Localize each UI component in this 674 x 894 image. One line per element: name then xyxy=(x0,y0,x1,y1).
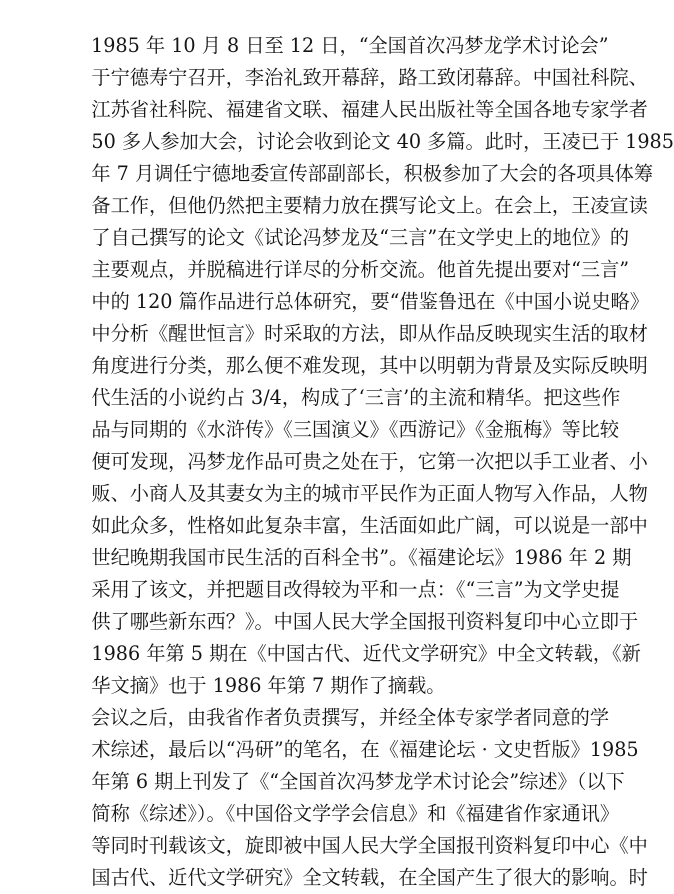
paragraph-1 xyxy=(53,30,674,702)
document-page xyxy=(53,30,674,894)
text-line: 了自己撰写的论文《试论冯梦龙及“三言”在文学史上的地位》的 xyxy=(91,226,630,249)
text-line: 如此众多，性格如此复杂丰富，生活面如此广阔，可以说是一部中 xyxy=(91,514,648,537)
text-line: 代生活的小说约占 3/4，构成了‘三言’的主流和精华。把这些作 xyxy=(91,386,621,409)
text-line: 中分析《醒世恒言》时采取的方法，即从作品反映现实生活的取材 xyxy=(91,322,648,345)
paragraph-2 xyxy=(53,702,648,894)
text-line: 角度进行分类，那么便不难发现，其中以明朝为背景及实际反映明 xyxy=(91,354,648,377)
text-line: 华文摘》也于 1986 年第 7 期作了摘载。 xyxy=(91,674,446,697)
text-line: 采用了该文，并把题目改得较为平和一点：《“三言”为文学史提 xyxy=(91,578,620,601)
text-line: 50 多人参加大会，讨论会收到论文 40 多篇。此时，王凌已于 1985 xyxy=(91,130,674,153)
text-line: 术综述，最后以“冯研”的笔名，在《福建论坛 · 文史哲版》1985 xyxy=(91,738,639,761)
text-line: 主要观点，并脱稿进行详尽的分析交流。他首先提出要对“三言” xyxy=(91,258,630,281)
text-line: 中的 120 篇作品进行总体研究，要“借鉴鲁迅在《中国小说史略》 xyxy=(91,290,649,313)
text-line: 1985 年 10 月 8 日至 12 日，“全国首次冯梦龙学术讨论会” xyxy=(91,34,609,57)
text-line: 备工作，但他仍然把主要精力放在撰写论文上。在会上，王凌宣读 xyxy=(91,194,648,217)
text-line: 世纪晚期我国市民生活的百科全书”。《福建论坛》1986 年 2 期 xyxy=(91,546,632,569)
text-line: 品与同期的《水浒传》《三国演义》《西游记》《金瓶梅》等比较 xyxy=(91,418,620,441)
text-line: 年 7 月调任宁德地委宣传部副部长，积极参加了大会的各项具体筹 xyxy=(91,162,654,185)
text-line: 等同时刊载该文，旋即被中国人民大学全国报刊资料复印中心《中 xyxy=(91,834,648,857)
text-line: 贩、小商人及其妻女为主的城市平民作为正面人物写入作品，人物 xyxy=(91,482,648,505)
text-line: 供了哪些新东西？》。中国人民大学全国报刊资料复印中心立即于 xyxy=(91,610,639,633)
text-line: 会议之后，由我省作者负责撰写，并经全体专家学者同意的学 xyxy=(91,706,610,729)
text-line: 简称《综述》）。《中国俗文学学会信息》和《福建省作家通讯》 xyxy=(91,802,620,825)
text-line: 江苏省社科院、福建省文联、福建人民出版社等全国各地专家学者 xyxy=(91,98,648,121)
text-line: 便可发现，冯梦龙作品可贵之处在于，它第一次把以手工业者、小 xyxy=(91,450,648,473)
text-line: 1986 年第 5 期在《中国古代、近代文学研究》中全文转载，《新 xyxy=(91,642,641,665)
text-line: 年第 6 期上刊发了《“全国首次冯梦龙学术讨论会”综述》（以下 xyxy=(91,770,625,793)
text-line: 国古代、近代文学研究》全文转载，在全国产生了很大的影响。时 xyxy=(91,866,648,889)
text-line: 于宁德寿宁召开，李治礼致开幕辞，路工致闭幕辞。中国社科院、 xyxy=(91,66,648,89)
